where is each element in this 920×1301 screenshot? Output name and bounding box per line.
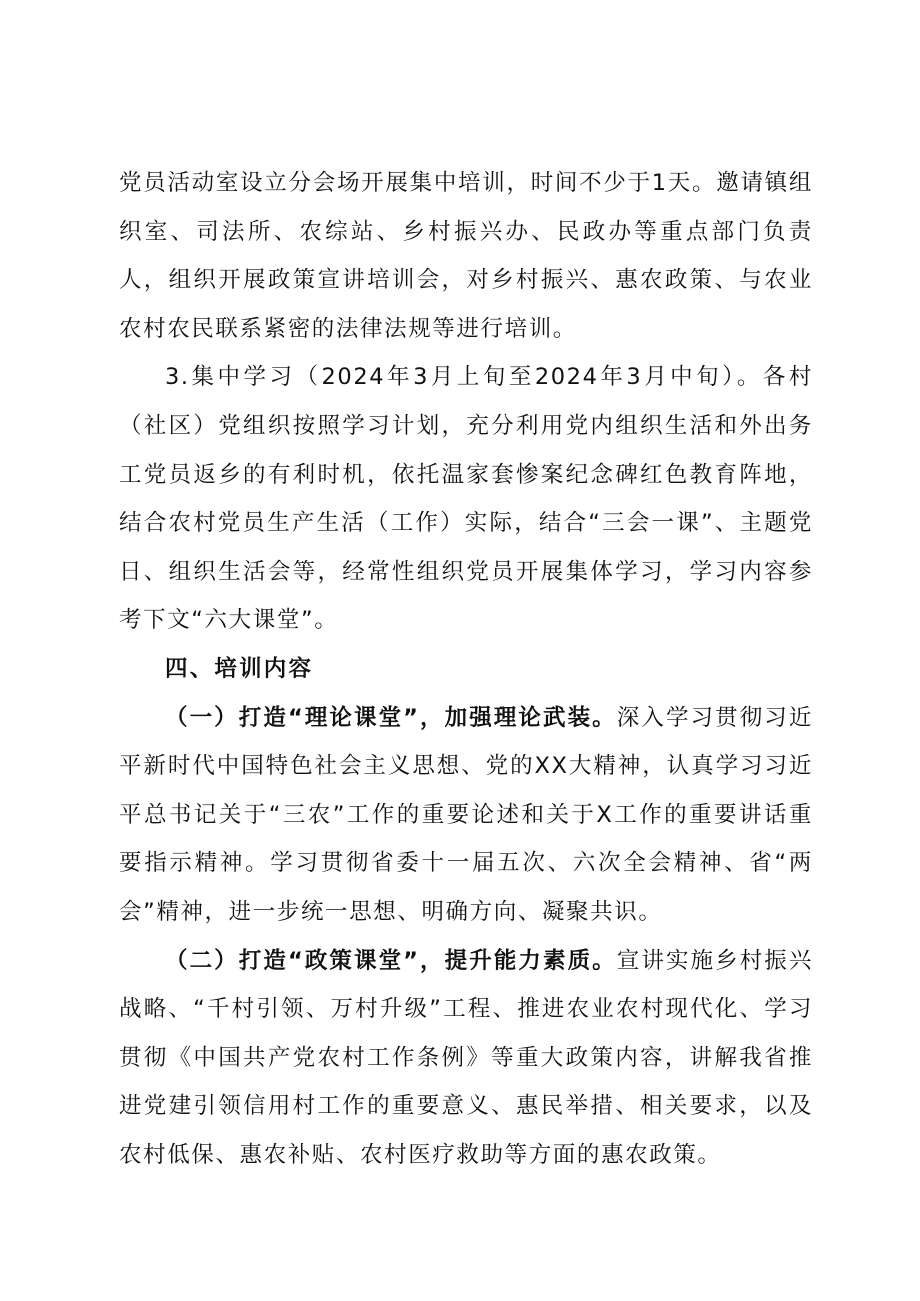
document-body xyxy=(119,159,813,1179)
paragraph-training-venue: 党员活动室设立分会场开展集中培训，时间不少于1天。邀请镇组织室、司法所、农综站、乡村振兴办、民政办等重点部门负责人，组织开展政策宣讲培训会，对乡村振兴、惠农政策、与农业农村农民联系紧密的法律法规等进行培训。 xyxy=(119,170,813,342)
paragraph-theory-classroom xyxy=(119,694,813,937)
policy-classroom-body: 宣讲实施乡村振兴战略、“千村引领、万村升级”工程、推进农业农村现代化、学习贯彻《中国共产党农村工作条例》等重大政策内容，讲解我省推进党建引领信用村工作的重要意义、惠民举措、相关要求，以及农村低保、惠农补贴、农村医疗救助等方面的惠农政策。 xyxy=(119,947,813,1168)
theory-classroom-lead: （一）打造“理论课堂”，加强理论武装。 xyxy=(165,704,617,731)
theory-classroom-body: 深入学习贯彻习近平新时代中国特色社会主义思想、党的XX大精神，认真学习习近平总书记关于“三农”工作的重要论述和关于X工作的重要讲话重要指示精神。学习贯彻省委十一届五次、六次全会精神、省“两会”精神，进一步统一思想、明确方向、凝聚共识。 xyxy=(119,704,813,925)
paragraph-policy-classroom xyxy=(119,937,813,1180)
paragraph-concentrated-study: 3.集中学习（2024年3月上旬至2024年3月中旬）。各村（社区）党组织按照学习计划，充分利用党内组织生活和外出务工党员返乡的有利时机，依托温家套惨案纪念碑红色教育阵地，结合农村党员生产生活（工作）实际，结合“三会一课”、主题党日、组织生活会等，经常性组织党员开展集体学习，学习内容参考下文“六大课堂”。 xyxy=(119,364,813,634)
policy-classroom-lead: （二）打造“政策课堂”，提升能力素质。 xyxy=(165,947,617,974)
section-heading-training-content: 四、培训内容 xyxy=(165,655,314,682)
